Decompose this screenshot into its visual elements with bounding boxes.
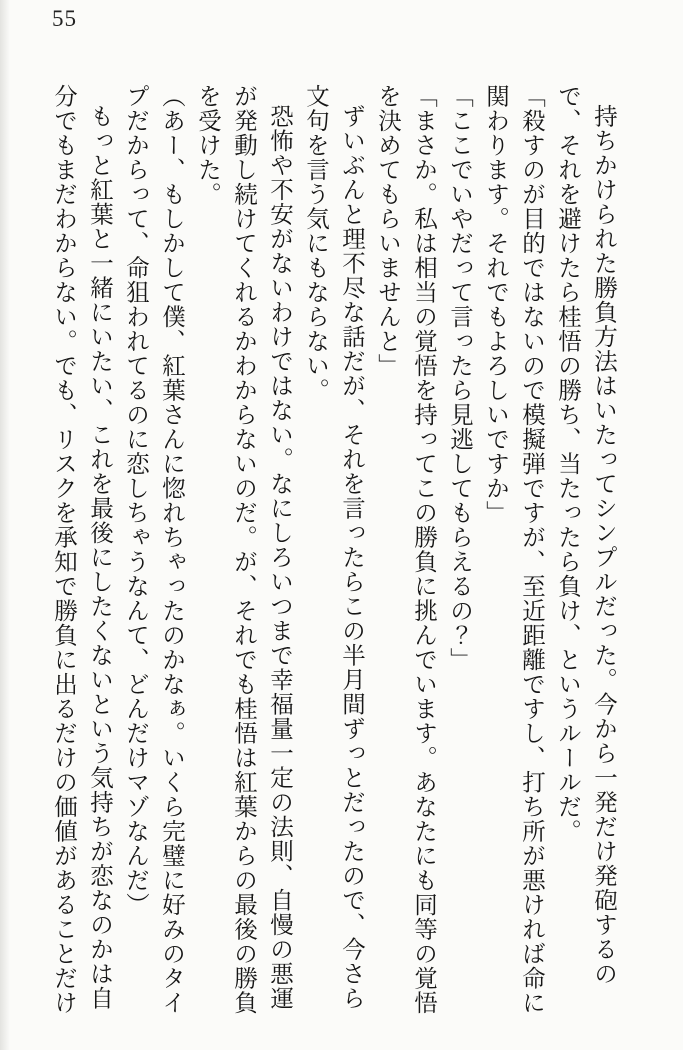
paragraph: もっと紅葉と一緒にいたい、これを最後にしたくないという気持ちが恋なのかは自分でもまだわからない。でも、リスクを承知で勝負に出るだけの価値があることだけ — [50, 84, 112, 1015]
paragraph: ずいぶんと理不尽な話だが、それを言ったらこの半月間ずっとだったので、今さら文句を言う気にもならない。 — [302, 84, 364, 1011]
paragraph: 「ここでいやだって言ったら見逃してもらえるの？」 — [446, 84, 472, 672]
paragraph: 恐怖や不安がないわけではない。なにしろいつまで幸福量一定の法則、自慢の悪運が発動し続けてくれるかわからないのだ。が、それでも桂悟は紅葉からの最後の勝負を受けた。 — [194, 84, 292, 1015]
paragraph: 「まさか。私は相当の覚悟を持ってこの勝負に挑んでいます。あなたにも同等の覚悟を決めてもらいませんと」 — [374, 84, 436, 1015]
page-number: 55 — [52, 6, 77, 31]
text-body — [45, 84, 621, 1029]
paragraph: （あー、もしかして僕、紅葉さんに惚れちゃったのかなぁ。いくら完璧に好みのタイプだからって、命狙われてるのに恋しちゃうなんて、どんだけマゾなんだ） — [122, 84, 184, 1015]
page-edge-shade — [0, 0, 10, 1050]
paragraph: 「殺すのが目的ではないので模擬弾ですが、至近距離ですし、打ち所が悪ければ命に関わります。それでもよろしいですか」 — [482, 84, 544, 1015]
paragraph: 持ちかけられた勝負方法はいたってシンプルだった。今から一発だけ発砲するので、それを避けたら桂悟の勝ち、当たったら負け、というルールだ。 — [554, 84, 616, 986]
